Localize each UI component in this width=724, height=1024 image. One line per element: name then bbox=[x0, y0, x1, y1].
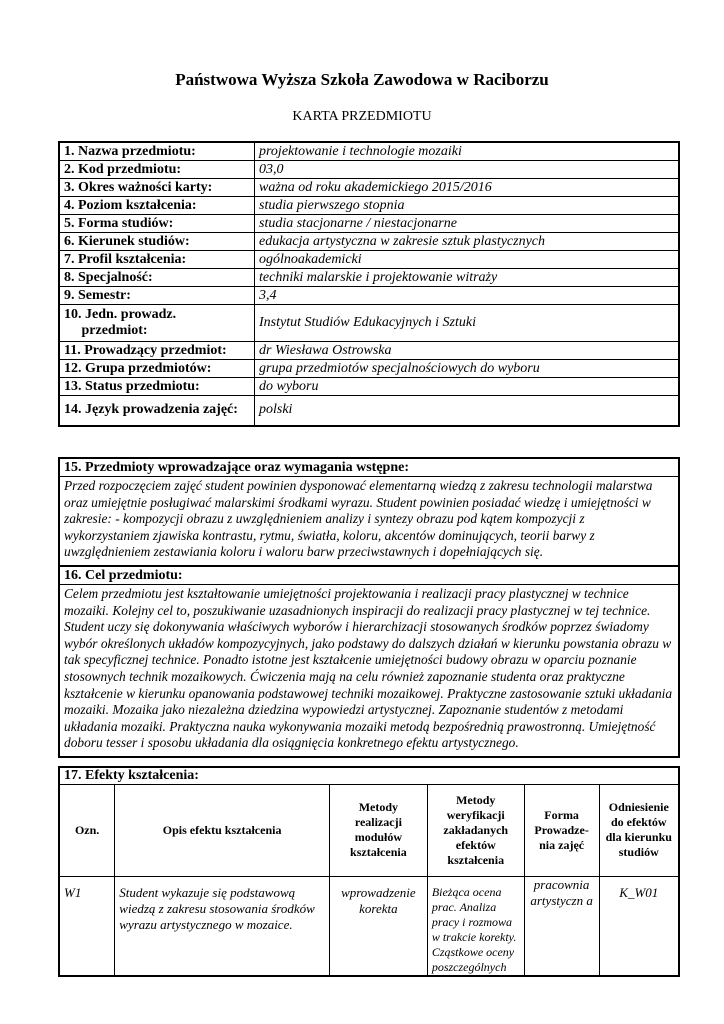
info-label: 4. Poziom kształcenia: bbox=[59, 197, 255, 215]
info-value: Instytut Studiów Edukacyjnych i Sztuki bbox=[255, 305, 680, 342]
info-row bbox=[59, 305, 679, 342]
info-label: 1. Nazwa przedmiotu: bbox=[59, 142, 255, 161]
learning-outcomes-table bbox=[58, 766, 680, 978]
column-header: Ozn. bbox=[59, 784, 115, 876]
info-label: 7. Profil kształcenia: bbox=[59, 251, 255, 269]
info-row bbox=[59, 396, 679, 426]
column-header: Metody weryfikacji zakładanych efektów kształcenia bbox=[427, 784, 524, 876]
info-value: 3,4 bbox=[255, 287, 680, 305]
info-value: studia stacjonarne / niestacjonarne bbox=[255, 215, 680, 233]
info-row bbox=[59, 161, 679, 179]
info-row bbox=[59, 215, 679, 233]
info-row bbox=[59, 287, 679, 305]
info-value: grupa przedmiotów specjalnościowych do wyboru bbox=[255, 360, 680, 378]
info-label: 3. Okres ważności karty: bbox=[59, 179, 255, 197]
info-row bbox=[59, 360, 679, 378]
section-body: Przed rozpoczęciem zajęć student powinien dysponować elementarną wiedzą z zakresu technologii malarstwa oraz umiejętnie posługiwać malarskimi środkami wyrazu. Student powinien posiadać wiedzę i umiejętności w zakresie: - kompozycji obrazu z uwzględnieniem analizy i syntezy obrazu pod kątem kompozycji z wykorzystaniem zjawiska kontrastu, rytmu, światła, koloru, akcentów dominujących, teorii barwy z uwzględnieniem zestawiania koloru i waloru barw przeciwstawnych i dopełniających się. bbox=[64, 478, 653, 560]
info-label: 10. Jedn. prowadz. przedmiot: bbox=[59, 305, 255, 342]
info-label: 13. Status przedmiotu: bbox=[59, 378, 255, 396]
info-label: 11. Prowadzący przedmiot: bbox=[59, 342, 255, 360]
info-value: dr Wiesława Ostrowska bbox=[255, 342, 680, 360]
table-row bbox=[59, 876, 679, 976]
section-heading: 17. Efekty kształcenia: bbox=[59, 767, 679, 785]
course-info-table bbox=[58, 141, 680, 427]
info-row bbox=[59, 251, 679, 269]
info-label: 5. Forma studiów: bbox=[59, 215, 255, 233]
column-header: Opis efektu kształcenia bbox=[115, 784, 330, 876]
info-label: 2. Kod przedmiotu: bbox=[59, 161, 255, 179]
info-label: 9. Semestr: bbox=[59, 287, 255, 305]
outcome-reference: K_W01 bbox=[599, 876, 679, 976]
info-value: ważna od roku akademickiego 2015/2016 bbox=[255, 179, 680, 197]
outcome-id: W1 bbox=[59, 876, 115, 976]
info-value: 03,0 bbox=[255, 161, 680, 179]
outcome-verification: Bieżąca ocena prac. Analiza pracy i rozmowa w trakcie korekty. Cząstkowe oceny poszczególnych bbox=[427, 876, 524, 976]
info-value: projektowanie i technologie mozaiki bbox=[255, 142, 680, 161]
info-label: 12. Grupa przedmiotów: bbox=[59, 360, 255, 378]
column-header: Metody realizacji modułów kształcenia bbox=[329, 784, 427, 876]
section-course-goal bbox=[58, 567, 680, 758]
content-sections bbox=[58, 457, 680, 977]
info-row bbox=[59, 233, 679, 251]
info-row bbox=[59, 269, 679, 287]
outcome-form: pracownia artystyczn a bbox=[524, 876, 599, 976]
info-value: edukacja artystyczna w zakresie sztuk plastycznych bbox=[255, 233, 680, 251]
institution-name: Państwowa Wyższa Szkoła Zawodowa w Raciborzu bbox=[175, 70, 549, 89]
column-header: Odniesienie do efektów dla kierunku studiów bbox=[599, 784, 679, 876]
info-label: 8. Specjalność: bbox=[59, 269, 255, 287]
info-label: 6. Kierunek studiów: bbox=[59, 233, 255, 251]
section-heading: 16. Cel przedmiotu: bbox=[60, 567, 678, 585]
info-value: studia pierwszego stopnia bbox=[255, 197, 680, 215]
info-value: techniki malarskie i projektowanie witraży bbox=[255, 269, 680, 287]
info-value: polski bbox=[255, 396, 680, 426]
outcome-description: Student wykazuje się podstawową wiedzą z zakresu stosowania środków wyrazu artystycznego w mozaice. bbox=[115, 876, 330, 976]
info-value: ogólnoakademicki bbox=[255, 251, 680, 269]
info-row bbox=[59, 342, 679, 360]
section-prerequisites bbox=[58, 457, 680, 567]
info-row bbox=[59, 179, 679, 197]
outcome-methods: wprowadzenie korekta bbox=[329, 876, 427, 976]
column-header: Forma Prowadze-nia zajęć bbox=[524, 784, 599, 876]
info-value: do wyboru bbox=[255, 378, 680, 396]
document-title: KARTA PRZEDMIOTU bbox=[292, 109, 432, 124]
info-row bbox=[59, 378, 679, 396]
section-body: Celem przedmiotu jest kształtowanie umiejętności projektowania i realizacji pracy plastycznej w technice mozaiki. Kolejny cel to, poszukiwanie uzasadnionych inspiracji do realizacji pracy plastycznej w tej technice. Student uczy się dokonywania właściwych wyborów i hierarchizacji stosowanych środków poprzez świadomy wybór określonych układów kompozycyjnych, jako podstawy do dalszych działań w kierunku powstania obrazu w tak specyficznej technice. Ponadto istotne jest kształcenie umiejętności budowy obrazu w oparciu poznanie stosownych technik mozaikowych. Ćwiczenia mają na celu również zapoznanie studenta oraz praktyczne kształcenie w kierunku opanowania podstawowej techniki mozaikowej. Praktyczne zastosowanie sztuki układania mozaiki. Mozaika jako niezależna dziedzina wypowiedzi artystycznej. Zapoznanie studentów z metodami układania mozaiki. Praktyczna nauka wykonywania mozaiki metodą bezpośrednią prawostronną. Umiejętność doboru tesser i sposobu układania dla osiągnięcia konkretnego efektu artystycznego. bbox=[64, 585, 673, 751]
info-row bbox=[59, 142, 679, 161]
info-row bbox=[59, 197, 679, 215]
info-label: 14. Język prowadzenia zajęć: bbox=[59, 396, 255, 426]
section-heading: 15. Przedmioty wprowadzające oraz wymagania wstępne: bbox=[60, 459, 678, 477]
